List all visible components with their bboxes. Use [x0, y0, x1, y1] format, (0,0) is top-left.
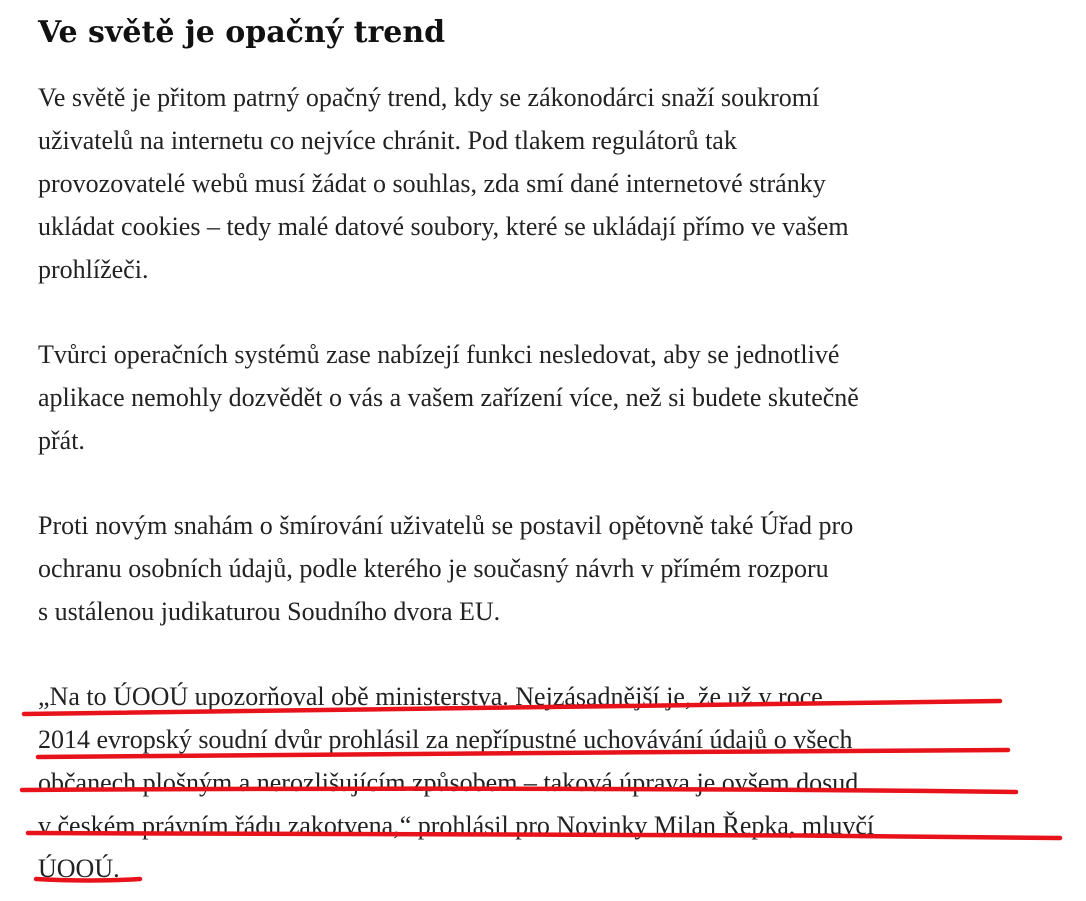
paragraph-line: provozovatelé webů musí žádat o souhlas, zda smí dané internetové stránky — [38, 169, 826, 198]
section-heading: Ve světě je opačný trend — [38, 15, 446, 50]
paragraph-line: s ustálenou judikaturou Soudního dvora EU. — [38, 597, 501, 626]
paragraph-line: ukládat cookies – tedy malé datové soubory, které se ukládají přímo ve vašem — [38, 212, 849, 241]
paragraph-line: Tvůrci operačních systémů zase nabízejí funkci nesledovat, aby se jednotlivé — [38, 340, 840, 369]
paragraph-1 — [38, 76, 1046, 291]
quote-line: v českém právním řádu zakotvena,“ prohlásil pro Novinky Milan Řepka, mluvčí — [38, 811, 875, 840]
quote-line: ÚOOÚ. — [38, 854, 120, 883]
paragraph-line: Ve světě je přitom patrný opačný trend, kdy se zákonodárci snaží soukromí — [38, 83, 820, 112]
paragraph-line: aplikace nemohly dozvědět o vás a vašem zařízení více, než si budete skutečně — [38, 383, 859, 412]
paragraph-3 — [38, 504, 1046, 633]
quote-line: 2014 evropský soudní dvůr prohlásil za nepřípustné uchovávání údajů o všech — [38, 725, 853, 754]
paragraph-2 — [38, 333, 1046, 462]
paragraph-line: prohlížeči. — [38, 255, 149, 284]
paragraph-line: uživatelů na internetu co nejvíce chránit. Pod tlakem regulátorů tak — [38, 126, 737, 155]
paragraph-line: ochranu osobních údajů, podle kterého je současný návrh v přímém rozporu — [38, 554, 829, 583]
quote-paragraph — [38, 675, 1046, 890]
paragraph-line: přát. — [38, 426, 85, 455]
paragraph-line: Proti novým snahám o šmírování uživatelů se postavil opětovně také Úřad pro — [38, 511, 854, 540]
quote-line: „Na to ÚOOÚ upozorňoval obě ministerstva. Nejzásadnější je, že už v roce — [38, 682, 823, 711]
quote-line: občanech plošným a nerozlišujícím způsobem – taková úprava je ovšem dosud — [38, 768, 859, 797]
